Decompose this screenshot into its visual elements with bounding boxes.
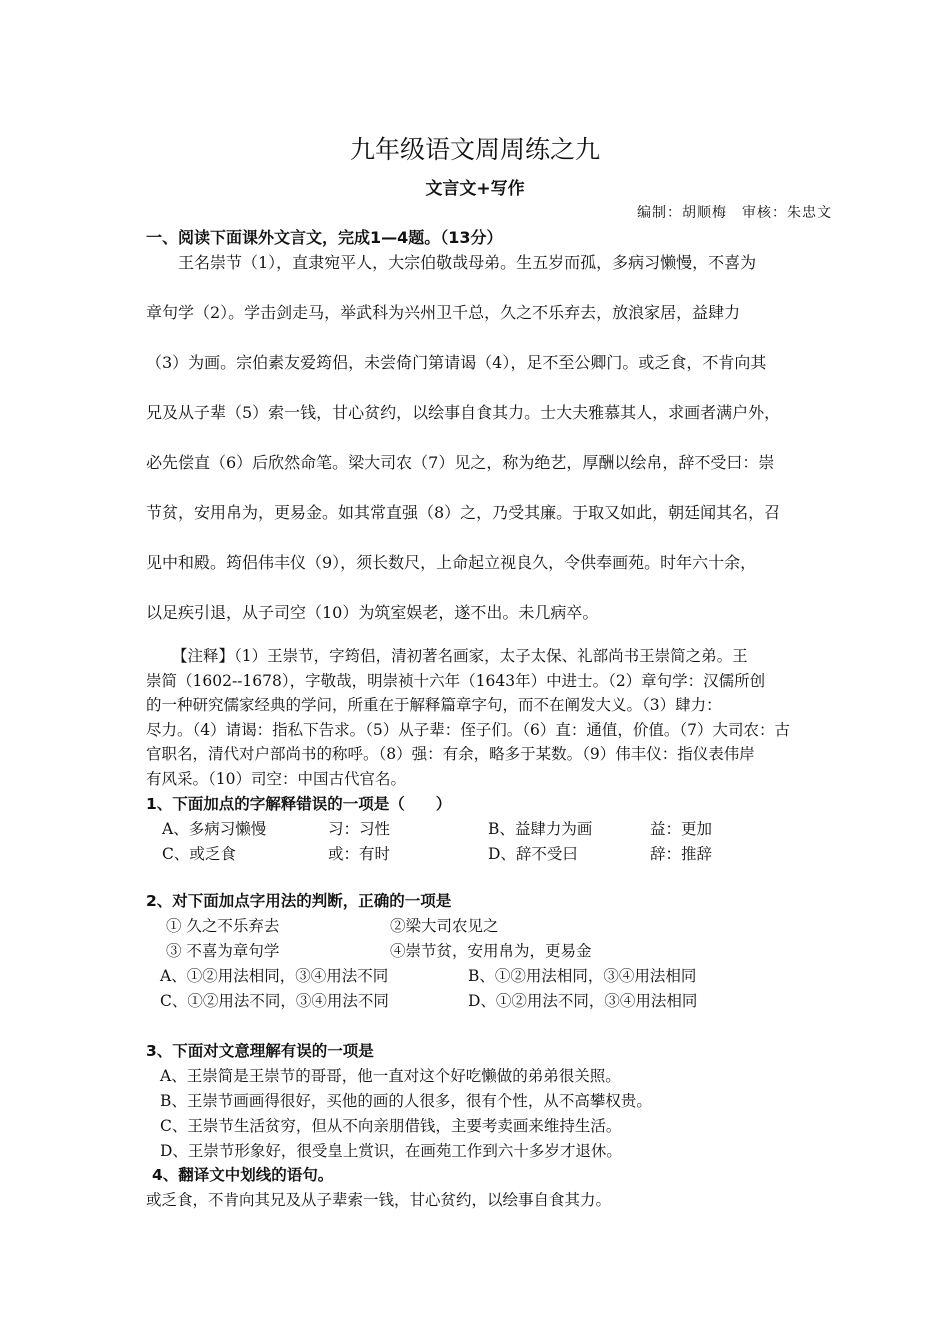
option-d: D、王崇节形象好，很受皇上赏识，在画苑工作到六十多岁才退休。	[160, 1142, 622, 1160]
option-a-gloss: 习：习性	[328, 820, 391, 838]
question-2-options-row	[146, 989, 846, 1014]
passage-line: 王名崇节（1），直隶宛平人，大宗伯敬哉母弟。生五岁而孤，多病习懒慢，不喜为	[178, 253, 757, 272]
page-subtitle: 文言文+写作	[425, 179, 525, 199]
question-1-options-row	[146, 842, 846, 867]
passage-line: 以足疾引退，从子司空（10）为筑室娱老，遂不出。未几病卒。	[146, 603, 599, 622]
passage-line: 节贫，安用帛为，更易金。如其常直强（8）之，乃受其廉。于取又如此，朝廷闻其名，召	[146, 503, 781, 522]
question-1-options-row	[146, 817, 846, 842]
item-4: ④崇节贫，安用帛为，更易金	[390, 942, 592, 960]
note-line: 【注释】（1）王崇节，字筠侣，清初著名画家，太子太保、礼部尚书王崇简之弟。王	[172, 647, 748, 665]
note-line: 的一种研究儒家经典的学问，所重在于解释篇章字句，而不在阐发大义。（3）肆力：	[146, 696, 722, 715]
item-1: ① 久之不乐弃去	[166, 917, 280, 935]
passage-line: 章句学（2）。学击剑走马，举武科为兴州卫千总，久之不乐弃去，放浪家居，益肆力	[146, 303, 741, 322]
editor-credit: 编制：胡顺梅 审核：朱忠文	[637, 205, 832, 221]
note-line: 有风采。（10）司空：中国古代官名。	[146, 769, 406, 788]
option-d-gloss: 辞：推辞	[650, 845, 713, 863]
passage-line: 兄及从子辈（5）索一钱，甘心贫约，以绘事自食其力。士大夫雅慕其人，求画者满户外，	[146, 403, 781, 422]
note-line: 崇简（1602--1678），字敬哉，明崇祯十六年（1643年）中进士。（2）章句学：汉儒所创	[146, 671, 766, 690]
translation-sentence: 或乏食，不肯向其兄及从子辈索一钱，甘心贫约，以绘事自食其力。	[146, 1191, 612, 1209]
option-c-gloss: 或：有时	[328, 845, 391, 863]
question-3	[146, 1039, 846, 1164]
note-line: 官职名，清代对户部尚书的称呼。（8）强：有余，略多于某数。（9）伟丰仪：指仪表伟岸	[146, 745, 755, 764]
question-2-heading: 2、对下面加点字用法的判断，正确的一项是	[146, 892, 452, 910]
annotation-notes	[146, 644, 846, 792]
passage-line: 见中和殿。筠侣伟丰仪（9），须长数尺，上命起立视良久，令供奉画苑。时年六十余，	[146, 553, 757, 572]
question-2-items-row	[146, 914, 846, 939]
passage-line: （3）为画。宗伯素友爱筠侣，未尝倚门第请谒（4），足不至公卿门。或乏食，不肯向其	[146, 353, 767, 372]
question-4	[146, 1163, 846, 1213]
item-3: ③ 不喜为章句学	[166, 942, 280, 960]
section-heading: 一、阅读下面课外文言文，完成1—4题。（13分）	[146, 228, 503, 247]
option-a: A、王崇简是王崇节的哥哥，他一直对这个好吃懒做的弟弟很关照。	[160, 1067, 621, 1085]
note-line: 尽力。（4）请谒：指私下告求。（5）从子辈：侄子们。（6）直：通值，价值。（7）大司农：古	[146, 720, 790, 739]
option-d-label: D、辞不受曰	[488, 845, 578, 863]
option-b: B、①②用法相同，③④用法相同	[468, 967, 697, 985]
page-title: 九年级语文周周练之九	[349, 135, 600, 164]
option-c: C、王崇节生活贫穷，但从不向亲朋借钱，主要考卖画来维持生活。	[160, 1117, 622, 1135]
question-2	[146, 889, 846, 1014]
question-1	[146, 792, 846, 867]
option-d: D、①②用法不同，③④用法相同	[468, 992, 698, 1010]
option-a: A、①②用法相同，③④用法不同	[160, 967, 389, 985]
option-a-label: A、多病习懒慢	[162, 820, 267, 838]
option-b: B、王崇节画画得很好，买他的画的人很多，很有个性，从不高攀权贵。	[160, 1092, 652, 1110]
question-2-items-row	[146, 939, 846, 964]
passage-line: 必先偿直（6）后欣然命笔。梁大司农（7）见之，称为绝艺，厚酬以绘帛，辞不受曰：崇	[146, 453, 775, 472]
question-3-heading: 3、下面对文意理解有误的一项是	[146, 1042, 374, 1060]
option-b-label: B、益肆力为画	[488, 820, 593, 838]
option-c-label: C、或乏食	[162, 845, 236, 863]
option-c: C、①②用法不同，③④用法不同	[160, 992, 389, 1010]
question-1-heading: 1、下面加点的字解释错误的一项是（ ）	[146, 795, 452, 813]
option-b-gloss: 益：更加	[650, 820, 713, 838]
question-2-options-row	[146, 964, 846, 989]
item-2: ②梁大司农见之	[390, 917, 499, 935]
question-4-heading: 4、翻译文中划线的语句。	[152, 1166, 334, 1184]
classical-passage	[146, 248, 846, 648]
